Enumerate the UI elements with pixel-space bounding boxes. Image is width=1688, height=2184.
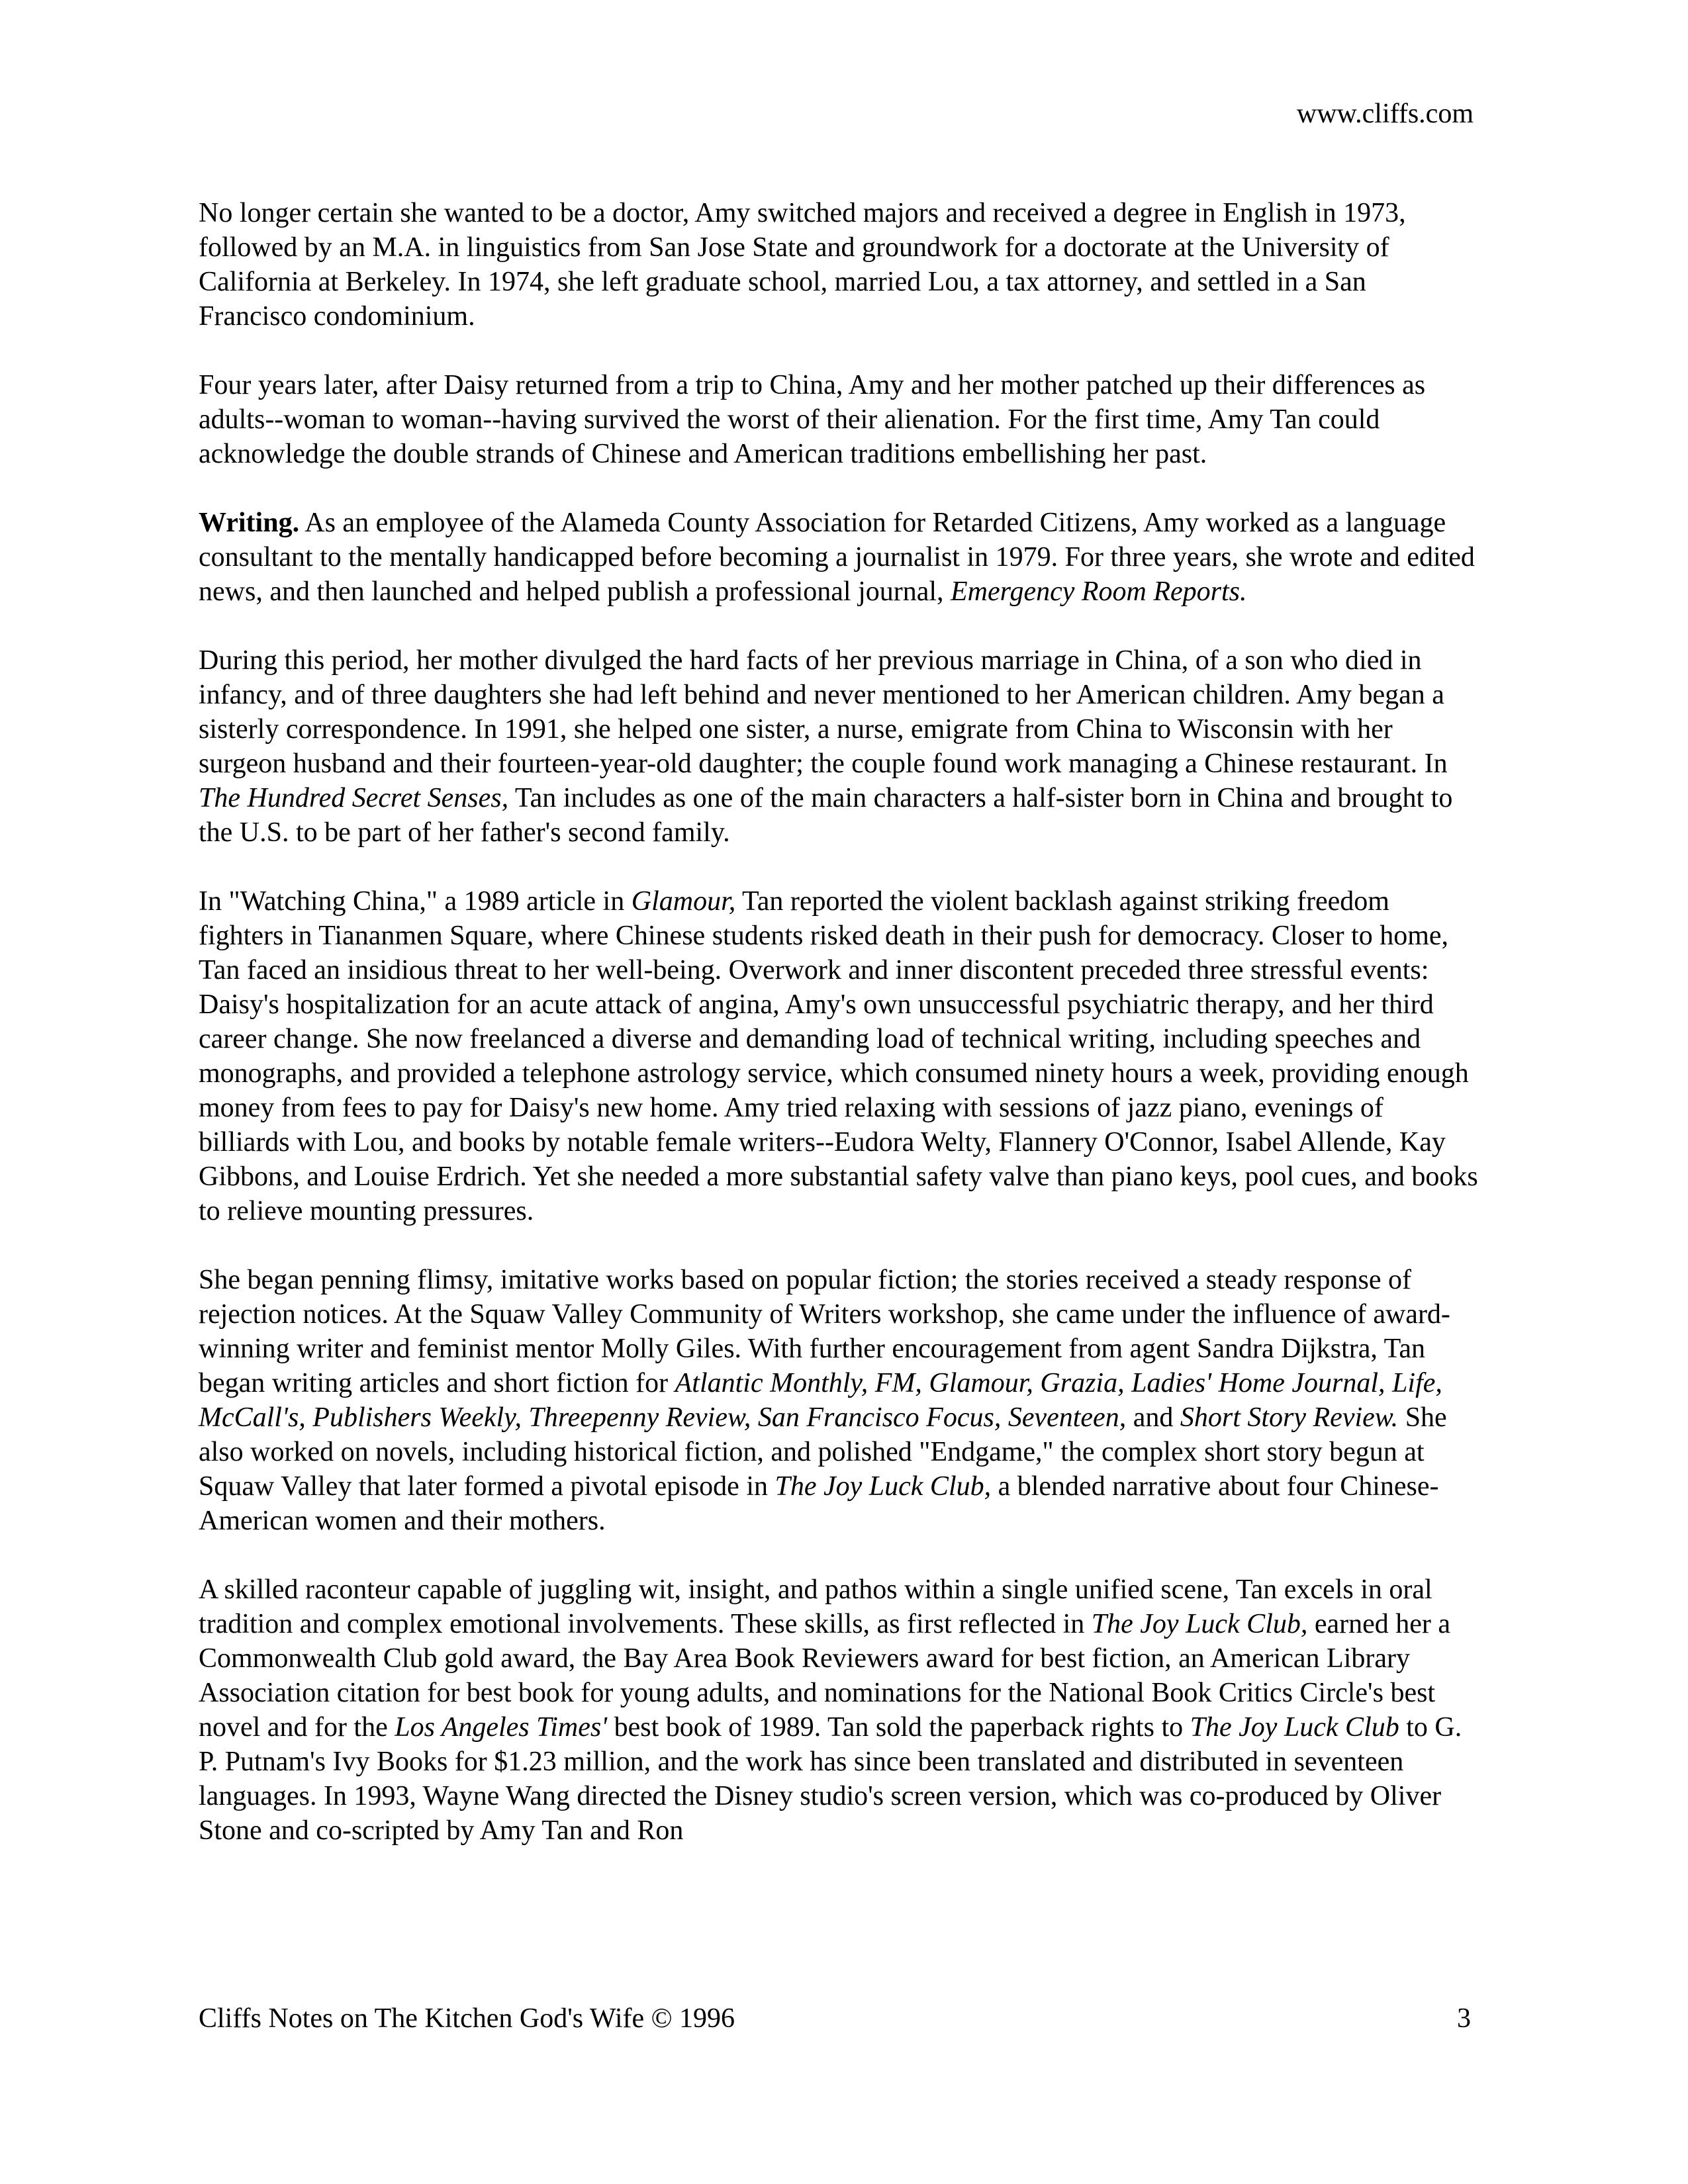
italic-title: Short Story Review. <box>1180 1402 1399 1433</box>
paragraph <box>199 643 1479 850</box>
page-number: 3 <box>1457 2003 1471 2034</box>
text-run: to G. P. Putnam's Ivy Books for $1.23 million, and the work has since been translated and distributed in seventeen languages. In 1993, Wayne Wang directed the Disney studio's screen version, which was co-produced by Oliver Stone and co-scripted by Amy Tan and Ron <box>199 1712 1462 1846</box>
italic-title: Emergency Room Reports. <box>951 576 1247 607</box>
italic-title: Los Angeles Times' <box>395 1712 608 1743</box>
text-run: She also worked on novels, including historical fiction, and polished "Endgame," the complex short story begun at Squaw Valley that later formed a pivotal episode in <box>199 1402 1447 1502</box>
paragraph <box>199 884 1479 1228</box>
text-run: She began penning flimsy, imitative works based on popular fiction; the stories received a steady response of rejection notices. At the Squaw Valley Community of Writers workshop, she came under the influence of award-winning writer and feminist mentor Molly Giles. With further encouragement from agent Sandra Dijkstra, Tan began writing articles and short fiction for <box>199 1265 1450 1398</box>
section-heading: Writing. <box>199 508 300 538</box>
text-run: earned her a Commonwealth Club gold award, the Bay Area Book Reviewers award for best fiction, an American Library Association citation for best book for young adults, and nominations for the National Book Critics Circle's best novel and for the <box>199 1609 1451 1743</box>
text-run: Tan includes as one of the main characters a half-sister born in China and brought to the U.S. to be part of her father's second family. <box>199 783 1453 848</box>
body-text <box>199 196 1479 1882</box>
italic-title: Atlantic Monthly, FM, Glamour, Grazia, Ladies' Home Journal, Life, McCall's, Publishers Weekly, Threepenny Review, San Francisco Focus, Seventeen, <box>199 1368 1442 1433</box>
paragraph <box>199 506 1479 609</box>
text-run: A skilled raconteur capable of juggling wit, insight, and pathos within a single unified scene, Tan excels in oral tradition and complex emotional involvements. These skills, as first reflected in <box>199 1574 1432 1639</box>
text-run: As an employee of the Alameda County Association for Retarded Citizens, Amy worked as a language consultant to the mentally handicapped before becoming a journalist in 1979. For three years, she wrote and edited news, and then launched and helped publish a professional journal, <box>199 508 1475 607</box>
paragraph <box>199 368 1479 471</box>
text-run: and <box>1126 1402 1180 1433</box>
italic-title: The Hundred Secret Senses, <box>199 783 509 813</box>
italic-title: The Joy Luck Club, <box>1091 1609 1308 1639</box>
italic-title: The Joy Luck Club, <box>774 1471 992 1502</box>
text-run: In "Watching China," a 1989 article in <box>199 886 632 917</box>
italic-title: Glamour, <box>631 886 736 917</box>
paragraph <box>199 1263 1479 1538</box>
footer-title: Cliffs Notes on The Kitchen God's Wife © 1996 <box>199 2003 735 2034</box>
paragraph <box>199 1572 1479 1848</box>
paragraph <box>199 196 1479 334</box>
italic-title: The Joy Luck Club <box>1190 1712 1399 1743</box>
text-run: During this period, her mother divulged the hard facts of her previous marriage in China, of a son who died in infancy, and of three daughters she had left behind and never mentioned to her American children. Amy began a sisterly correspondence. In 1991, she helped one sister, a nurse, emigrate from China to Wisconsin with her surgeon husband and their fourteen-year-old daughter; the couple found work managing a Chinese restaurant. In <box>199 645 1448 779</box>
text-run: best book of 1989. Tan sold the paperback rights to <box>607 1712 1190 1743</box>
text-run: Tan reported the violent backlash against striking freedom fighters in Tiananmen Square, where Chinese students risked death in their push for democracy. Closer to home, Tan faced an insidious threat to her well-being. Overwork and inner discontent preceded three stressful events: Daisy's hospitalization for an acute attack of angina, Amy's own unsuccessful psychiatric therapy, and her third career change. She now freelanced a diverse and demanding load of technical writing, including speeches and monographs, and provided a telephone astrology service, which consumed ninety hours a week, providing enough money from fees to pay for Daisy's new home. Amy tried relaxing with sessions of jazz piano, evenings of billiards with Lou, and books by notable female writers--Eudora Welty, Flannery O'Connor, Isabel Allende, Kay Gibbons, and Louise Erdrich. Yet she needed a more substantial safety valve than piano keys, pool cues, and books to relieve mounting pressures. <box>199 886 1478 1226</box>
text-run: Four years later, after Daisy returned from a trip to China, Amy and her mother patched up their differences as adults--woman to woman--having survived the worst of their alienation. For the first time, Amy Tan could acknowledge the double strands of Chinese and American traditions embellishing her past. <box>199 370 1426 469</box>
text-run: a blended narrative about four Chinese-American women and their mothers. <box>199 1471 1439 1536</box>
text-run: No longer certain she wanted to be a doctor, Amy switched majors and received a degree in English in 1973, followed by an M.A. in linguistics from San Jose State and groundwork for a doctorate at the University of California at Berkeley. In 1974, she left graduate school, married Lou, a tax attorney, and settled in a San Francisco condominium. <box>199 198 1406 332</box>
header-url: www.cliffs.com <box>1296 99 1474 129</box>
